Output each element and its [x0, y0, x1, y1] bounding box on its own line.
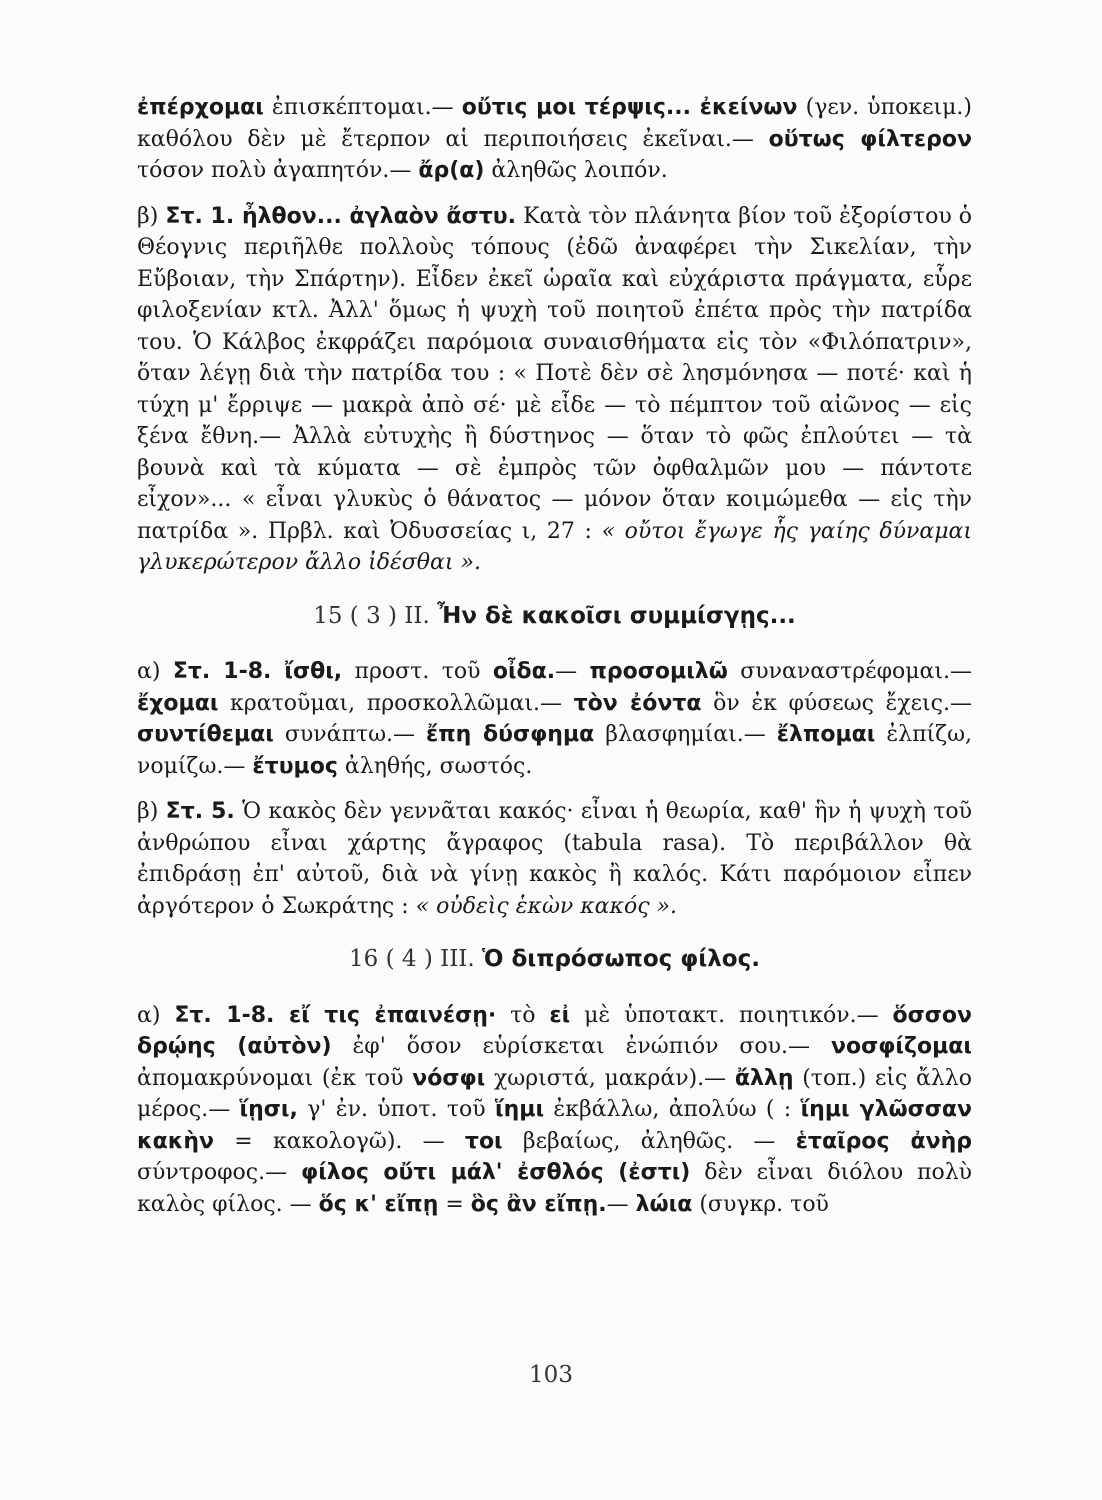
- section-label: α): [137, 659, 173, 684]
- gloss: τόσον πολὺ ἀγαπητόν.—: [137, 158, 419, 183]
- paragraph-alpha-15: [137, 656, 972, 782]
- gloss: συναναστρέφομαι.—: [727, 659, 973, 684]
- gloss: μὲ ὑποτακτ. ποιητικόν.—: [570, 1002, 893, 1028]
- gloss: —: [555, 659, 590, 684]
- commentary: Ὁ κακὸς δὲν γεννᾶται κακός· εἶναι ἡ θεωρία, καθ' ἣν ἡ ψυχὴ τοῦ ἀνθρώπου εἶναι χάρτης ἄγραφος (tabula rasa). Τὸ περιβάλλον θὰ ἐπιδράσῃ ἐπ' αὐτοῦ, διὰ νὰ γίνῃ κακὸς ἢ καλός. Κάτι παρόμοιον εἶπεν ἀργότερον ὁ Σωκράτης :: [137, 799, 973, 919]
- page-text: [137, 92, 972, 1220]
- heading-number: 16 ( 4 ) III.: [349, 946, 475, 972]
- gloss: (τοπ.) εἰς ἄλλο μέρος.—: [137, 1065, 972, 1122]
- lemma: Στ. 5.: [165, 799, 235, 824]
- lemma: λώια: [635, 1191, 693, 1217]
- gloss: ἐπισκέπτομαι.—: [263, 95, 462, 120]
- section-heading-16: [137, 944, 972, 976]
- quotation: « οὔτοι ἔγωγε ἧς γαίης δύναμαι γλυκερώτερον ἄλλο ἰδέσθαι ».: [137, 518, 972, 575]
- lemma: ὅσσον δρῴης (αὐτὸν): [137, 1002, 973, 1059]
- lemma: Στ. 1-8. εἴ τις ἐπαινέσῃ·: [174, 1002, 497, 1028]
- lemma: οὕτως φίλτερον: [768, 126, 972, 152]
- paragraph-alpha-16: [137, 1000, 972, 1221]
- lemma: ἑταῖρος ἀνὴρ: [795, 1128, 972, 1154]
- lemma: ἔτυμος: [252, 753, 338, 779]
- lemma: φίλος οὔτι μάλ' ἐσθλός (ἐστι): [301, 1160, 691, 1185]
- spacer: [137, 187, 972, 201]
- paragraph-beta-1: [137, 201, 972, 579]
- lemma: ἐπέρχομαι: [137, 95, 264, 120]
- lemma: οὔτις μοι τέρψις... ἐκείνων: [461, 95, 798, 120]
- gloss: =: [438, 1191, 471, 1217]
- gloss: ἀληθῶς λοιπόν.: [484, 158, 668, 183]
- gloss: (γεν. ὑποκειμ.) καθόλου δὲν μὲ ἔτερπον αἱ περιποιήσεις ἐκεῖναι.—: [137, 95, 972, 152]
- lemma: εἰ: [549, 1002, 571, 1028]
- lemma: ἵημι: [495, 1097, 545, 1122]
- lemma: οἶδα.: [492, 659, 556, 684]
- section-label: β): [137, 799, 166, 824]
- lemma: ἔχομαι: [137, 690, 219, 716]
- lemma: συντίθεμαι: [137, 722, 274, 747]
- gloss: ἀπομακρύνομαι (ἐκ τοῦ: [137, 1065, 413, 1091]
- lemma: ἔλπομαι: [776, 722, 876, 747]
- section-label: α): [137, 1002, 175, 1028]
- gloss: —: [606, 1191, 636, 1217]
- lemma: ὃς ἂν εἴπῃ.: [470, 1191, 607, 1217]
- paragraph-intro: [137, 92, 972, 187]
- gloss: ἐκβάλλω, ἀπολύω ( :: [544, 1097, 801, 1122]
- section-heading-15: [137, 601, 972, 633]
- lemma: νοσφίζομαι: [830, 1034, 972, 1059]
- gloss: ἐφ' ὅσον εὑρίσκεται ἐνώπιόν σου.—: [331, 1034, 831, 1059]
- lemma: τοι: [464, 1128, 503, 1154]
- section-label: β): [137, 203, 166, 229]
- lemma: Στ. 1-8. ἴσθι,: [172, 659, 343, 684]
- gloss: βλασφημίαι.—: [594, 722, 777, 747]
- lemma: ἵημι γλῶσσαν κακὴν: [137, 1097, 972, 1154]
- spacer: [137, 782, 972, 796]
- lemma: ἔπη δύσφημα: [426, 722, 595, 747]
- lemma: ἵῃσι,: [239, 1097, 298, 1122]
- paragraph-beta-15: [137, 796, 972, 922]
- gloss: (συγκρ. τοῦ: [692, 1191, 829, 1217]
- gloss: ἐλπίζω, νομίζω.—: [137, 722, 973, 779]
- gloss: βεβαίως, ἀληθῶς. —: [502, 1128, 796, 1154]
- lemma: προσομιλῶ: [589, 659, 728, 684]
- gloss: κρατοῦμαι, προσκολλῶμαι.—: [218, 690, 574, 716]
- lemma: τὸν ἐόντα: [573, 690, 702, 716]
- lemma: νόσφι: [412, 1065, 486, 1091]
- gloss: σύντροφος.—: [137, 1160, 301, 1185]
- gloss: γ' ἐν. ὑποτ. τοῦ: [297, 1097, 496, 1122]
- gloss: τὸ: [496, 1002, 550, 1028]
- lemma: ἄλλῃ: [734, 1065, 794, 1091]
- lemma: ὅς κ' εἴπῃ: [318, 1191, 439, 1217]
- page-number: 103: [529, 1362, 573, 1388]
- lemma: ἄρ(α): [418, 158, 485, 183]
- gloss: ὃν ἐκ φύσεως ἔχεις.—: [701, 690, 972, 716]
- heading-title: Ὁ διπρόσωπος φίλος.: [482, 946, 760, 972]
- gloss: = κακολογῶ). —: [214, 1128, 465, 1154]
- gloss: συνάπτω.—: [273, 722, 426, 747]
- gloss: χωριστά, μακράν).—: [485, 1065, 735, 1091]
- gloss: δὲν εἶναι διόλου πολὺ καλὸς φίλος. —: [137, 1160, 973, 1217]
- gloss: ἀληθής, σωστός.: [337, 753, 533, 779]
- gloss: προστ. τοῦ: [342, 659, 493, 684]
- heading-title: Ἦν δὲ κακοῖσι συμμίσγῃς...: [437, 602, 796, 629]
- heading-number: 15 ( 3 ) II.: [313, 602, 430, 629]
- lemma: Στ. 1. ἦλθον... ἀγλαὸν ἄστυ.: [165, 203, 517, 229]
- commentary: Κατὰ τὸν πλάνητα βίον τοῦ ἐξορίστου ὁ Θέογνις περιῆλθε πολλοὺς τόπους (ἐδῶ ἀναφέρει τὴν Σικελίαν, τὴν Εὔβοιαν, τὴν Σπάρτην). Εἶδεν ἐκεῖ ὡραῖα καὶ εὐχάριστα πράγματα, εὗρε φιλοξενίαν κτλ. Ἀλλ' ὅμως ἡ ψυχὴ τοῦ ποιητοῦ ἐπέτα πρὸς τὴν πατρίδα του. Ὁ Κάλβος ἐκφράζει παρόμοια συναισθήματα εἰς τὸν «Φιλόπατριν», ὅταν λέγῃ διὰ τὴν πατρίδα του : « Ποτὲ δὲν σὲ λησμόνησα — ποτέ· καὶ ἡ τύχη μ' ἔρριψε — μακρὰ ἀπὸ σέ· μὲ εἶδε — τὸ πέμπτον τοῦ αἰῶνος — εἰς ξένα ἔθνη.— Ἀλλὰ εὐτυχὴς ἢ δύστηνος — ὅταν τὸ φῶς ἐπλούτει — τὰ βουνὰ καὶ τὰ κύματα — σὲ ἐμπρὸς τῶν ὀφθαλμῶν μου — πάντοτε εἶχον»... « εἶναι γλυκὺς ὁ θάνατος — μόνον ὅταν κοιμώμεθα — εἰς τὴν πατρίδα ». Πρβλ. καὶ Ὀδυσσείας ι, 27 :: [137, 203, 973, 544]
- quotation: « οὐδεὶς ἑκὼν κακός ».: [415, 893, 677, 919]
